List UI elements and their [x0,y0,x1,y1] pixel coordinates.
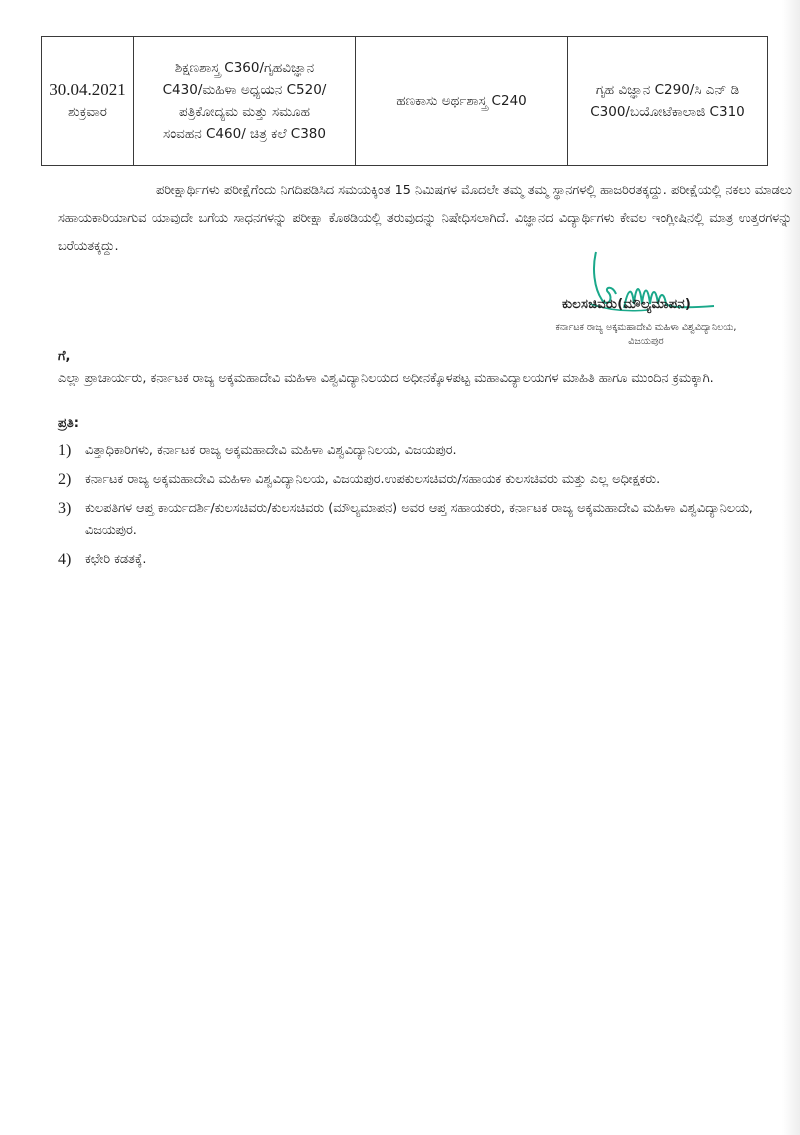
org-line: ಕರ್ನಾಟಕ ರಾಜ್ಯ ಅಕ್ಕಮಹಾದೇವಿ ಮಹಿಳಾ ವಿಶ್ವವಿದ್ಯಾನಿಲಯ, [555,322,737,333]
org-line: ವಿಜಯಪುರ [628,336,664,347]
signatory-organization [530,321,762,349]
list-item [58,469,758,491]
subjects-cell-c [568,37,768,166]
subject-line: C430/ಮಹಿಳಾ ಅಧ್ಯಯನ C520/ [162,82,327,98]
date-cell [42,37,134,166]
table-row [42,37,768,166]
list-text: ಕರ್ನಾಟಕ ರಾಜ್ಯ ಅಕ್ಕಮಹಾದೇವಿ ಮಹಿಳಾ ವಿಶ್ವವಿದ್ಯಾನಿಲಯ, ವಿಜಯಪುರ.ಉಪಕುಲಸಚಿವರು/ಸಹಾಯಕ ಕುಲಸಚಿವರು ಮತ್ತು ಎಲ್ಲ ಅಧೀಕ್ಷಕರು. [85,472,661,487]
list-number: 3) [58,500,72,517]
exam-date: 30.04.2021 [49,80,126,99]
subject-line: ಪತ್ರಿಕೋದ್ಯಮ ಮತ್ತು ಸಮೂಹ [179,104,310,120]
instructions-text: ಪರೀಕ್ಷಾರ್ಥಿಗಳು ಪರೀಕ್ಷೆಗೆಂದು ನಿಗದಿಪಡಿಸಿದ ಸಮಯಕ್ಕಿಂತ 15 ನಿಮಿಷಗಳ ಮೊದಲೇ ತಮ್ಮ ತಮ್ಮ ಸ್ಥಾನಗಳಲ್ಲಿ ಹಾಜರಿರತಕ್ಕದ್ದು. ಪರೀಕ್ಷೆಯಲ್ಲಿ ನಕಲು ಮಾಡಲು ಸಹಾಯಕಾರಿಯಾಗುವ ಯಾವುದೇ ಬಗೆಯ ಸಾಧನಗಳನ್ನು ಪರೀಕ್ಷಾ ಕೊಠಡಿಯಲ್ಲಿ ತರುವುದನ್ನು ನಿಷೇಧಿಸಲಾಗಿದೆ. ವಿಜ್ಞಾನದ ವಿದ್ಯಾರ್ಥಿಗಳು ಕೇವಲ ಇಂಗ್ಲೀಷಿನಲ್ಲಿ ಮಾತ್ರ ಉತ್ತರಗಳನ್ನು ಬರೆಯತಕ್ಕದ್ದು. [58,183,792,254]
list-text: ವಿತ್ತಾಧಿಕಾರಿಗಳು, ಕರ್ನಾಟಕ ರಾಜ್ಯ ಅಕ್ಕಮಹಾದೇವಿ ಮಹಿಳಾ ವಿಶ್ವವಿದ್ಯಾನಿಲಯ, ವಿಜಯಪುರ. [85,443,457,458]
list-number: 2) [58,471,72,488]
subject-line: ಸಂವಹನ C460/ ಚಿತ್ರ ಕಲೆ C380 [163,126,326,142]
subjects-cell-b [356,37,568,166]
copy-recipients-list [58,440,758,578]
list-item [58,440,758,462]
list-item [58,498,758,542]
signatory-title: ಕುಲಸಚಿವರು(ಮೌಲ್ಯಮಾಪನ) [562,297,692,312]
subject-line: ಶಿಕ್ಷಣಶಾಸ್ತ್ರ C360/ಗೃಹವಿಜ್ಞಾನ [174,60,315,76]
to-recipients-text: ಎಲ್ಲಾ ಪ್ರಾಚಾರ್ಯರು, ಕರ್ನಾಟಕ ರಾಜ್ಯ ಅಕ್ಕಮಹಾದೇವಿ ಮಹಿಳಾ ವಿಶ್ವವಿದ್ಯಾನಿಲಯದ ಅಧೀನಕ್ಕೊಳಪಟ್ಟ ಮಹಾವಿದ್ಯಾಲಯಗಳ ಮಾಹಿತಿ ಹಾಗೂ ಮುಂದಿನ ಕ್ರಮಕ್ಕಾಗಿ. [58,371,714,386]
list-number: 1) [58,442,72,459]
copy-label: ಪ್ರತಿ: [58,416,79,431]
subjects-cell-a [134,37,356,166]
subject-line: ಗೃಹ ವಿಜ್ಞಾನ C290/ಸಿ ಎನ್ ಡಿ [595,82,740,98]
to-label: ಗೆ, [58,349,71,364]
list-number: 4) [58,551,72,568]
exam-day: ಶುಕ್ರವಾರ [68,104,107,120]
list-text: ಕಛೇರಿ ಕಡತಕ್ಕೆ. [85,552,147,567]
list-item [58,549,758,571]
subject-line: ಹಣಕಾಸು ಅರ್ಥಶಾಸ್ತ್ರ C240 [396,93,527,109]
subject-line: C300/ಬಯೋಟೆಕಾಲಾಜಿ C310 [590,104,745,120]
list-text: ಕುಲಪತಿಗಳ ಆಪ್ತ ಕಾರ್ಯದರ್ಶಿ/ಕುಲಸಚಿವರು/ಕುಲಸಚಿವರು (ಮೌಲ್ಯಮಾಪನ) ಅವರ ಆಪ್ತ ಸಹಾಯಕರು, ಕರ್ನಾಟಕ ರಾಜ್ಯ ಅಕ್ಕಮಹಾದೇವಿ ಮಹಿಳಾ ವಿಶ್ವವಿದ್ಯಾನಿಲಯ, ವಿಜಯಪುರ. [85,501,753,538]
exam-schedule-table [41,36,768,166]
page-edge-shadow [782,0,800,1135]
